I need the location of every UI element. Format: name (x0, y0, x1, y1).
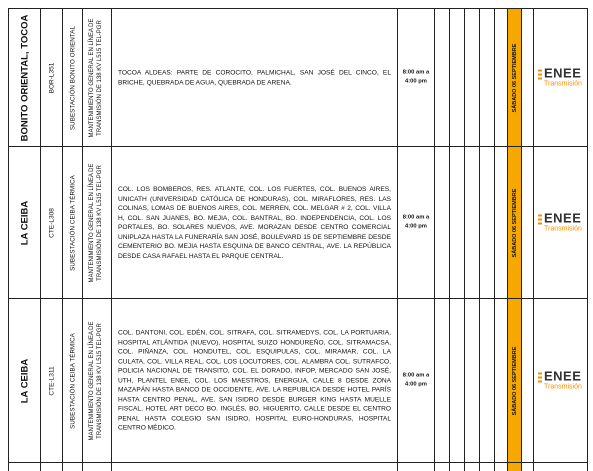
substation-cell (62, 299, 82, 463)
empty-cell (494, 147, 507, 299)
time-end: 4:00 pm (405, 79, 427, 85)
zones-cell (111, 147, 397, 299)
logo-bars-icon (538, 70, 542, 82)
empty-cell (479, 147, 494, 299)
empty-cell (449, 147, 464, 299)
date-cell (507, 9, 521, 147)
time-range (398, 214, 434, 233)
logo-cell (533, 9, 588, 147)
substation-cell (62, 147, 82, 299)
logo-wordmark: ENEE (544, 368, 582, 384)
location-cell (8, 9, 40, 147)
circuit-code: CTE-L308 (48, 208, 55, 238)
zones-cell (111, 9, 397, 147)
empty-cell (494, 9, 507, 147)
substation-label: SUBESTACIÓN CEIBA TÉRMICA (69, 333, 76, 429)
schedule-row (8, 146, 588, 299)
empty-cell (464, 9, 479, 147)
substation-label: SUBESTACIÓN CEIBA TÉRMICA (69, 175, 76, 271)
maintenance-cell (82, 299, 111, 463)
logo-bars-icon (538, 373, 542, 385)
empty-cell (464, 147, 479, 299)
time-start: 8:00 am a (402, 214, 430, 221)
affected-zones: TOCOA ALDEAS: PARTE DE COROCITO, PALMICHAL, SAN JOSÉ DEL CINCO, EL BRICHE, QUEBRADA DE AGUA, QUEBRADA DE ARENA. (118, 69, 391, 86)
logo-wordmark: ENEE (544, 65, 582, 81)
circuit-code: CTE-L311 (48, 366, 55, 396)
schedule-cell (397, 299, 434, 463)
schedule-cell (397, 147, 434, 299)
logo-bars-icon (538, 215, 542, 227)
logo-tagline: Transmisión (544, 225, 582, 233)
maintenance-description: MANTENIMIENTO GENERAL EN LÍNEA DE TRANSMISIÓN DE 138 KV L515 TEL-PGR (89, 163, 103, 283)
schedule-cell (397, 9, 434, 147)
circuit-cell (40, 299, 62, 463)
empty-cell (521, 299, 533, 463)
logo-tagline: Transmisión (544, 80, 582, 88)
time-range (398, 372, 434, 391)
maintenance-cell (82, 9, 111, 147)
empty-cell (521, 9, 533, 147)
empty-cell (449, 9, 464, 147)
enee-logo (538, 210, 582, 234)
affected-zones: COL. DANTONI, COL. EDÉN, COL. SITRAFA, COL. SITRAMEDYS, COL. LA PORTUARIA, HOSPITAL ATLÁNTIDA (NUEVO), HOSPITAL SUIZO HONDUREÑO, COL. SITRAMACSA, COL. PIÑANZA, COL. HONDUTEL, COL. ESQUIPULAS, COL. MIRAMAR, COL. LA CULATA, COL. VILLA REAL, COL. LOS LOCUTORES, COL. ALAMBRA COL. SUTRAFCO, POLICIA NACIONAL DE TRANSITO, COL. EL DORADO, INFOP, MERCADO SAN JOSÉ, UTH, PLANTEL ENEE, COL. LOS MAESTROS, ENERGUA, CALLE 8 DESDE ZONA MAZAPÁN HASTA BANCO DE OCCIDENTE, AVE. LA REPUBLICA DESDE HOTEL PARÍS HASTA CENTRO PENAL, AVE. SAN ISIDRO DESDE BURGER KING HASTA MUELLE FISCAL, HOTEL ART DECO BO. INGLÉS, BO. HIGUERITO, CALLE DESDE EL CENTRO PENAL HASTA COLEGIO SAN ISIDRO, HOSPITAL EURO-HONDURAS, HOSPITAL CENTRO MÉDICO. (118, 329, 391, 432)
maintenance-description: MANTENIMIENTO GENERAL EN LÍNEA DE TRANSMISIÓN DE 138 KV L515 TEL-PGR (89, 321, 103, 441)
location-cell (8, 299, 40, 463)
location-label: LA CEIBA (19, 200, 30, 246)
circuit-cell (40, 9, 62, 147)
logo-cell (533, 147, 588, 299)
location-label: LA CEIBA (19, 358, 30, 404)
schedule-row (8, 298, 588, 463)
date-label: SÁBADO 06 SEPTIEMBRE (511, 43, 518, 113)
empty-cell (479, 299, 494, 463)
logo-tagline: Transmisión (544, 383, 582, 391)
empty-cell (434, 147, 449, 299)
empty-cell (434, 299, 449, 463)
logo-cell (533, 299, 588, 463)
enee-logo (538, 65, 582, 89)
maintenance-cell (82, 147, 111, 299)
empty-cell (479, 9, 494, 147)
logo-wordmark: ENEE (544, 210, 582, 226)
schedule-row (8, 8, 588, 147)
maintenance-description: MANTENIMIENTO GENERAL EN LÍNEA DE TRANSMISIÓN DE 138 KV L515 TEL-PGR (89, 18, 103, 138)
empty-cell (464, 299, 479, 463)
location-label: BONITO ORIENTAL, TOCOA (19, 14, 30, 142)
time-start: 8:00 am a (402, 372, 430, 379)
substation-cell (62, 9, 82, 147)
enee-logo (538, 368, 582, 392)
empty-cell (434, 9, 449, 147)
time-start: 8:00 am a (402, 69, 430, 76)
time-end: 4:00 pm (405, 224, 427, 230)
substation-label: SUBESTACIÓN BONITO ORIENTAL (69, 25, 76, 131)
date-label: SÁBADO 06 SEPTIEMBRE (511, 188, 518, 258)
date-cell (507, 147, 521, 299)
empty-cell (521, 147, 533, 299)
zones-cell (111, 299, 397, 463)
circuit-cell (40, 147, 62, 299)
time-end: 4:00 pm (405, 382, 427, 388)
date-label: SÁBADO 06 SEPTIEMBRE (511, 346, 518, 416)
location-cell (8, 147, 40, 299)
empty-cell (494, 299, 507, 463)
empty-cell (449, 299, 464, 463)
time-range (398, 69, 434, 88)
circuit-code: BOR-L351 (48, 62, 55, 94)
affected-zones: COL. LOS BOMBEROS, RES. ATLANTE, COL. LOS FUERTES, COL. BUENOS AIRES, UNICATH (UNIVERSIDAD CATÓLICA DE HONDURAS), COL. MIRAFLORES, RES. LAS COLINAS, LOMAS DE BUENOS AIRES, COL. MERREN, COL. MELGAR # 2, COL. VILLA H, COL. SAN JUANES, BO. MEJIA, COL. BANTRAL, BO. INDEPENDENCIA, COL. LOS PORTALES, BO. SOLARES NUEVOS, AVE. MORAZAN DESDE CENTRO COMERCIAL UNIPLAZA HASTA LA FUNERARÍA SAN JOSÉ, BOULEVARD 15 DE SEPTIEMBRE DESDE CEMENTERIO BO. MEJIA HASTA ESQUINA DE BANCO CENTRAL, AVE. LA REPÚBLICA DESDE CASA RAFAEL HASTA EL PARQUE CENTRAL. (118, 185, 391, 260)
date-cell (507, 299, 521, 463)
